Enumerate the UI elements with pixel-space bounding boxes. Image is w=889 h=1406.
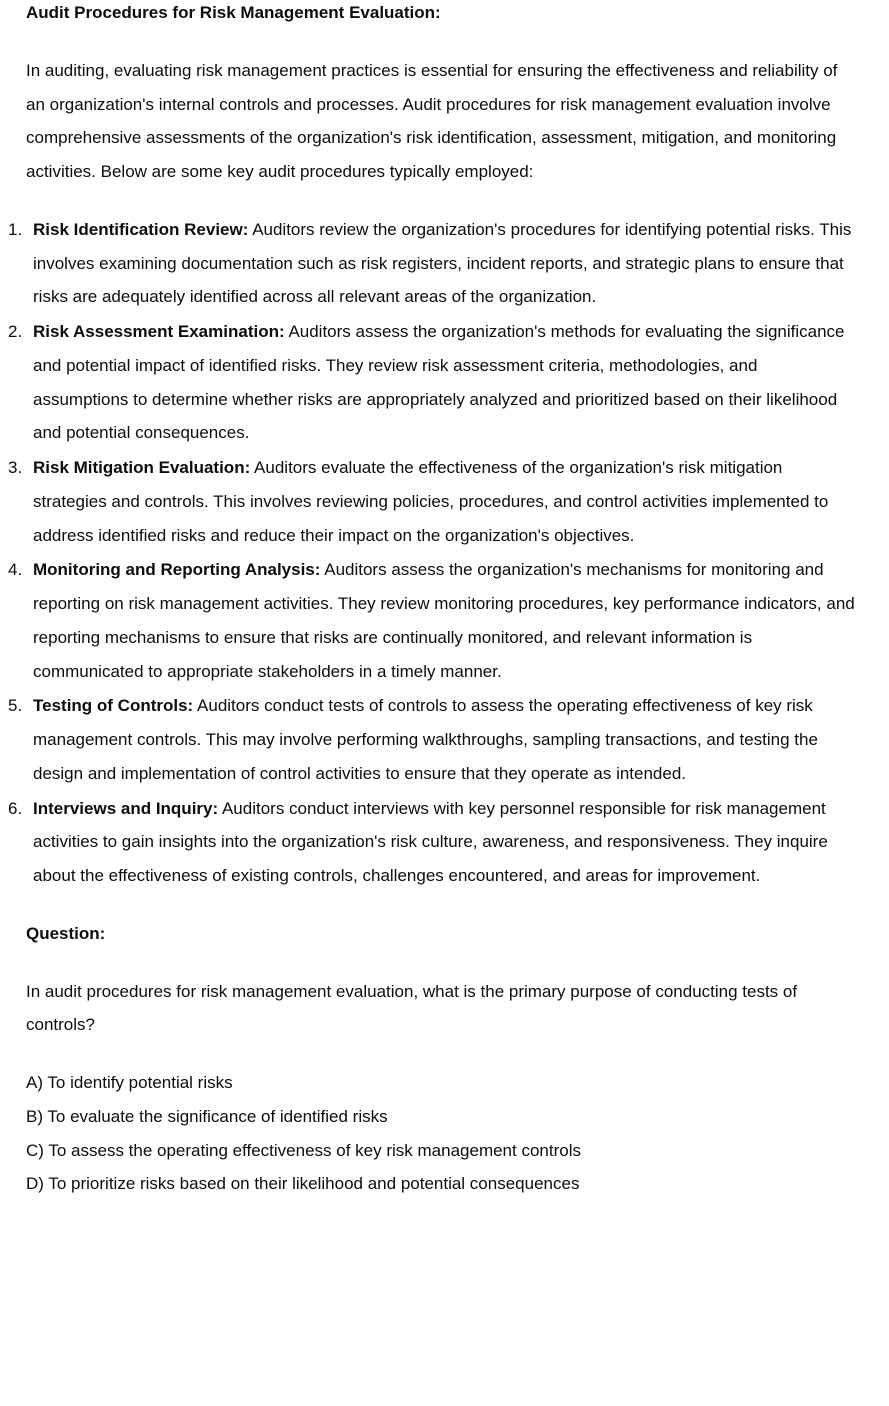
answer-option-a: A) To identify potential risks [26,1073,233,1092]
document-body [8,0,856,1201]
list-item-label: Risk Assessment Examination: [33,322,285,341]
list-item-text: Auditors evaluate the effectiveness of the organization's risk mitigation strategies and controls. This involves reviewing policies, procedures, and control activities implemented to address identified risks and reduce their impact on the organization's objectives. [33,458,829,545]
question-text: In audit procedures for risk management evaluation, what is the primary purpose of conducting tests of controls? [26,981,798,1035]
list-item-risk-identification-review [8,213,856,314]
list-number: 1. [8,219,23,239]
list-number: 3. [8,458,23,477]
answer-option-b: B) To evaluate the significance of identified risks [26,1106,388,1126]
answer-option-d: D) To prioritize risks based on their likelihood and potential consequences [26,1174,580,1194]
list-item-label: Monitoring and Reporting Analysis: [33,560,321,580]
list-number: 2. [8,322,23,341]
list-item-monitoring-reporting-analysis [8,553,856,688]
list-item-text: Auditors conduct interviews with key personnel responsible for risk management activities to gain insights into the organization's risk culture, awareness, and responsiveness. They inquire about the effectiveness of existing controls, challenges encountered, and areas for improvement. [33,798,828,885]
list-item-risk-mitigation-evaluation [8,451,856,552]
list-item-label: Interviews and Inquiry: [33,798,219,818]
audit-procedures-list [8,213,856,893]
list-item-text: Auditors assess the organization's mechanisms for monitoring and reporting on risk management activities. They review monitoring procedures, key performance indicators, and reporting mechanisms to ensure that risks are continually monitored, and relevant information is communicated to appropriate stakeholders in a timely manner. [33,560,855,681]
document-title: Audit Procedures for Risk Management Evaluation: [26,3,441,22]
list-number: 6. [8,798,23,818]
list-item-label: Risk Mitigation Evaluation: [33,458,251,477]
intro-paragraph: In auditing, evaluating risk management practices is essential for ensuring the effectiveness and reliability of an organization's internal controls and processes. Audit procedures for risk management evaluation involve comprehensive assessments of the organization's risk identification, assessment, mitigation, and monitoring activities. Below are some key audit procedures typically employed: [26,60,838,181]
list-item-interviews-and-inquiry [8,792,856,893]
list-number: 5. [8,696,23,716]
list-item-text: Auditors conduct tests of controls to assess the operating effectiveness of key risk management controls. This may involve performing walkthroughs, sampling transactions, and testing the design and implementation of control activities to ensure that they operate as intended. [33,696,818,783]
list-number: 4. [8,560,23,580]
list-item-testing-of-controls [8,689,856,790]
question-label: Question: [26,923,106,943]
list-item-risk-assessment-examination [8,315,856,450]
answer-option-c: C) To assess the operating effectiveness of key risk management controls [26,1140,581,1160]
list-item-text: Auditors review the organization's procedures for identifying potential risks. This involves examining documentation such as risk registers, incident reports, and strategic plans to ensure that risks are adequately identified across all relevant areas of the organization. [33,219,852,307]
list-item-label: Testing of Controls: [33,696,194,716]
answer-options [26,1066,856,1201]
list-item-label: Risk Identification Review: [33,219,249,239]
list-item-text: Auditors assess the organization's methods for evaluating the significance and potential impact of identified risks. They review risk assessment criteria, methodologies, and assumptions to determine whether risks are appropriately analyzed and prioritized based on their likelihood and potential consequences. [33,322,845,443]
